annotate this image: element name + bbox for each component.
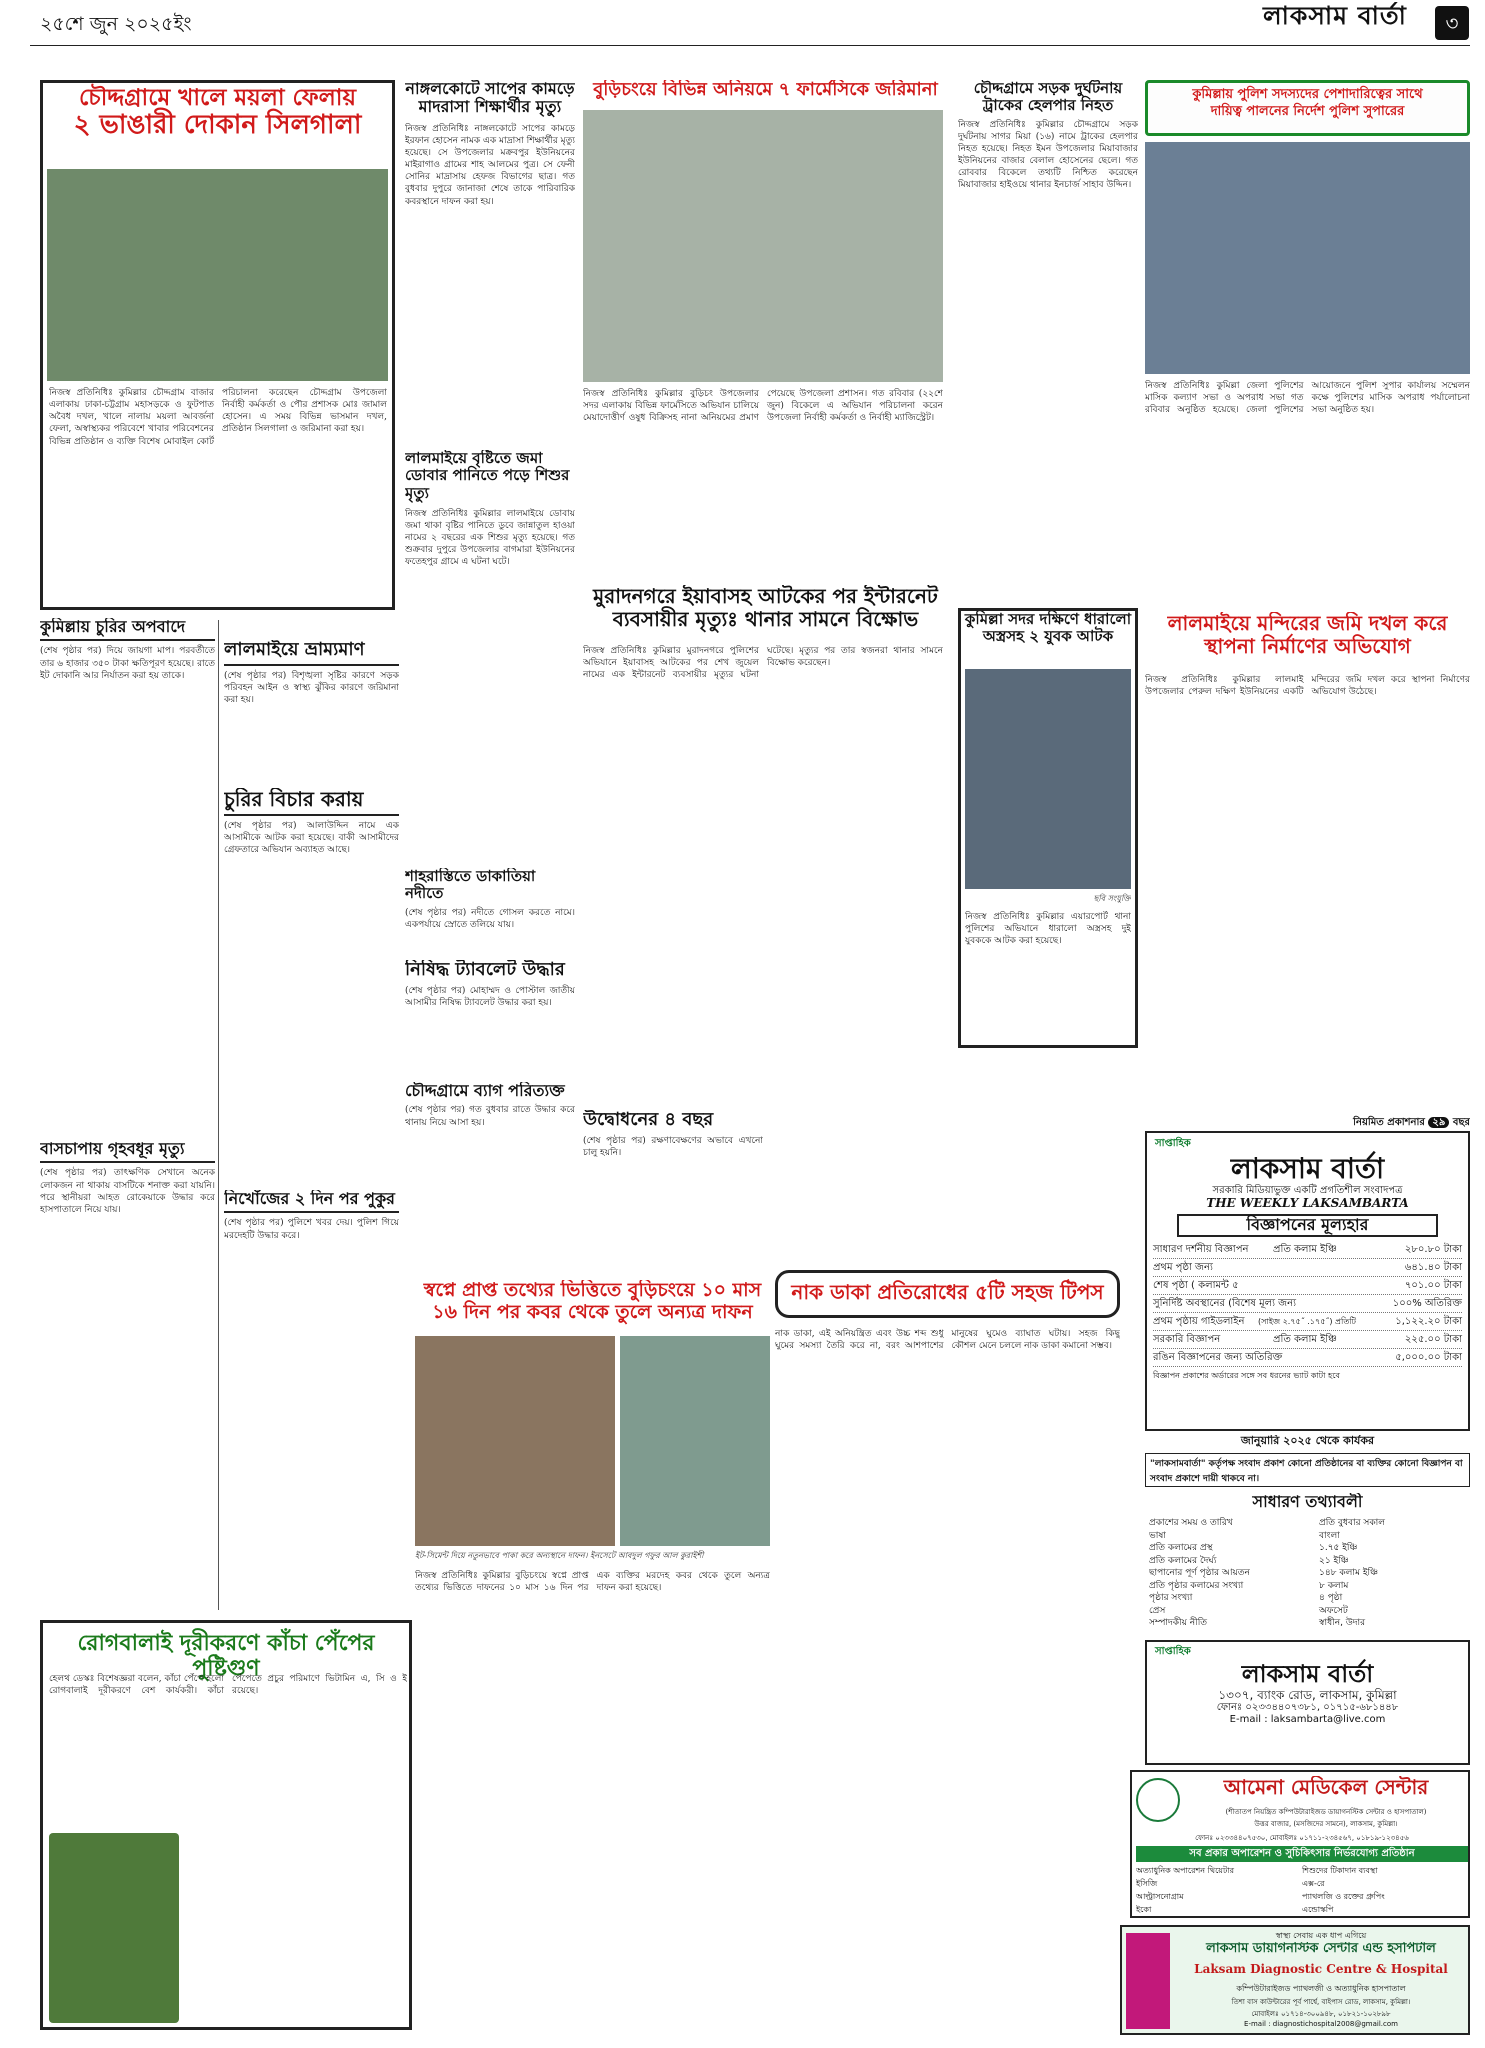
diag-top: স্বাস্থ্য সেবায় এক ধাপ এগিয়ে <box>1275 1931 1367 1940</box>
service-item: প্যাথলজি ও রক্তের গ্রুপিং <box>1302 1892 1385 1901</box>
diag-mobile: মোবাইলঃ ০১৭১৪-৩০০৯৪৮, ০১৮২১-১০২৮৯৮ <box>1251 2010 1391 2018</box>
header-rule <box>30 45 1470 46</box>
info-row: প্রতি কলামের প্রস্থ ১.৭৫ ইঞ্চি <box>1149 1543 1358 1553</box>
article-muradnagar <box>583 585 948 1105</box>
info-title: সাধারণ তথ্যাবলী <box>1252 1493 1363 1511</box>
headline-2: ট্রাকের হেলপার নিহত <box>982 96 1114 115</box>
effective-date: জানুয়ারি ২০২৫ থেকে কার্যকর <box>1240 1435 1375 1447</box>
weekly-label: সাপ্তাহিক <box>1155 1138 1191 1149</box>
headline: কুমিল্লায় চুরির অপবাদে <box>40 618 215 641</box>
article-body: নিজস্ব প্রতিনিধিঃ কুমিল্লার চৌদ্দগ্রামে সড়ক দুর্ঘটনায় সাগর মিয়া (১৬) নামে ট্রাকের হেলপার নিহত হয়েছে। নিহত ইমন উপজেলার মিয়াবাজার ইউনিয়নের বাজার বেলাল হোসেনের ছেলে। গত রোববার বিকেলে তথ্যটি নিশ্চিত করেছেন মিয়াবাজার হাইওয়ে থানার ইনচার্জ সাহাব উদ্দিন। <box>958 119 1138 191</box>
article-temple-land <box>1145 612 1470 1112</box>
article-snakebite <box>405 80 575 440</box>
article-body: (শেষ পৃষ্ঠার পর) গত বুধবার রাতে উদ্ধার করে থানায় নিয়ে আসা হয়। <box>405 1105 575 1128</box>
contact-phone: ফোনঃ ০২৩৩৪৪০৭৩৮১, ০১৭১৫-৬৮১৪৪৮ <box>1216 1702 1399 1714</box>
header-date: ২৫শে জুন ২০২৫ইং <box>40 13 192 35</box>
article-pharmacy <box>583 80 948 580</box>
headline: নাক ডাকা প্রতিরোধের ৫টি সহজ টিপস <box>791 1280 1104 1304</box>
info-row: সম্পাদকীয় নীতি স্বাধীন, উদার <box>1149 1618 1366 1628</box>
notice-text: নিয়মিত প্রকাশনার <box>1353 1117 1425 1128</box>
info-row: প্রতি কলামের দৈর্ঘ্য ২১ ইঞ্চি <box>1149 1555 1349 1566</box>
rate-row: সরকারি বিজ্ঞাপন প্রতি কলাম ইঞ্চি ২২৫.০০ টাকা <box>1153 1331 1462 1349</box>
headline: চৌদ্দগ্রামে ব্যাগ পরিত্যক্ত <box>405 1082 565 1100</box>
article-body: নিজস্ব প্রতিনিধিঃ কুমিল্লা জেলা পুলিশের মাসিক কল্যাণ সভা ও অপরাধ সভা গত রবিবার অনুষ্ঠিত হয়েছে। জেলা পুলিশের আয়োজনে পুলিশ সুপার কার্যালয় সম্মেলন কক্ষে পুলিশের মাসিক অপরাধ পর্যালোচনা সভা অনুষ্ঠিত হয়। <box>1145 381 1470 416</box>
page-number: ৩ <box>1435 6 1469 40</box>
article-baschapa <box>40 1140 215 1610</box>
headline-box <box>775 1270 1120 1318</box>
column-rule-1 <box>218 620 219 1610</box>
headline: লালমাইয়ে বৃষ্টিতে জমা ডোবার পানিতে পড়ে শিশুর মৃত্যু <box>405 450 570 502</box>
headline: চুরির বিচার করায় <box>224 788 399 816</box>
ad-amena-medical <box>1130 1770 1470 1918</box>
diag-name-en: Laksam Diagnostic Centre & Hospital <box>1194 1963 1448 1976</box>
contact-email: E-mail : laksambarta@live.com <box>1229 1713 1386 1725</box>
years-badge: ২৯ <box>1428 1117 1449 1128</box>
rate-title: বিজ্ঞাপনের মূল্যহার <box>1177 1214 1438 1236</box>
ad-laksam-diagnostic <box>1120 1925 1470 2035</box>
ad-weekly-laksambarta <box>1145 1115 1470 1635</box>
service-item: ইকো <box>1136 1905 1152 1914</box>
info-table <box>1149 1517 1467 1635</box>
inset-portrait <box>620 1336 770 1546</box>
headline: চৌদ্দগ্রামে সড়ক দুর্ঘটনায় <box>973 80 1123 97</box>
article-body: (শেষ পৃষ্ঠার পর) মোহাম্মদ ও পোস্টাল জাতীয় আসামীর নিষিদ্ধ ট্যাবলেট উদ্ধার করা হয়। <box>405 985 575 1008</box>
article-body: নিজস্ব প্রতিনিধিঃ নাঙ্গলকোটে সাপের কামড়ে ইরফান হোসেন নামক এক মাদ্রাসা শিক্ষার্থীর মৃত্যু হয়েছে। সে উপজেলার মক্রবপুর ইউনিয়নের মাইরাগাও গ্রামের শাহ আলমের পুত্র। সে ফেনী সোনির মাদ্রাসায় হেফজ বিভাগের ছাত্র। গত বুধবার দুপুরে জানাজা শেষে তাকে পারিবারিক কবরস্থানে দাফন করা হয়। <box>405 123 575 207</box>
amena-name: আমেনা মেডিকেল সেন্টার <box>1223 1776 1429 1799</box>
masthead: লাকসাম বার্তা <box>1240 2 1430 42</box>
article-body: (শেষ পৃষ্ঠার পর) বিশৃঙ্খলা সৃষ্টির কারণে সড়ক পরিবহন আইন ও স্বাস্থ্য ঝুঁকির কারণে জরিমানা করা হয়। <box>224 670 399 705</box>
headline: নাঙ্গলকোটে সাপের কামড়ে মাদরাসা শিক্ষার্থীর মৃত্যু <box>405 80 575 117</box>
amena-logo <box>1136 1778 1180 1822</box>
headline: শাহরাস্তিতে ডাকাতিয়া নদীতে <box>405 868 536 903</box>
page-header <box>0 0 1485 46</box>
contact-name: লাকসাম বার্তা <box>1241 1660 1374 1688</box>
service-item: ইসিজি <box>1136 1879 1158 1888</box>
news-photo <box>583 110 943 382</box>
article-snoring <box>775 1270 1120 2030</box>
amena-sub: (শীতাতপ নিয়ন্ত্রিত কম্পিউটারাইজড ডায়াগনস্টিক সেন্টার ও হাসপাতাল) <box>1225 1808 1427 1816</box>
diag-address: তিশা বাস কাউন্টারের পূর্ব পার্শ্বে, বাইপাস রোড, লাকসাম, কুমিল্লা। <box>1231 1998 1411 2006</box>
photo-caption: ইট-সিমেন্ট দিয়ে নতুনভাবে পাকা করে অন্যস্থানে দাফন। ইনসেটে আবদুল গফুর আল কুরাইশী <box>415 1551 704 1560</box>
grave-photo <box>415 1336 615 1546</box>
amena-services <box>1136 1865 1468 1917</box>
diag-email: E-mail : diagnostichospital2008@gmail.com <box>1244 2020 1398 2028</box>
rates-table <box>1153 1241 1462 1367</box>
article-body: নিজস্ব প্রতিনিধিঃ কুমিল্লার এয়ারপোর্ট থানা পুলিশের অভিযানে ধারালো অস্ত্রসহ দুই যুবককে আটক করা হয়েছে। <box>965 912 1131 947</box>
headline: স্বপ্নে প্রাপ্ত তথ্যের ভিত্তিতে বুড়িচংয়ে ১০ মাস <box>423 1280 762 1301</box>
headline: মুরাদনগরে ইয়াবাসহ আটকের পর ইন্টারনেট ব্যবসায়ীর মৃত্যুঃ থানার সামনে বিক্ষোভ <box>593 585 938 631</box>
info-row: ভাষা বাংলা <box>1149 1530 1340 1541</box>
article-shahrasti <box>405 868 575 958</box>
headline: কুমিল্লা সদর দক্ষিণে ধারালো অস্ত্রসহ ২ যুবক আটক <box>964 610 1132 646</box>
headline-box <box>1145 80 1470 136</box>
rate-row: সাধারণ দর্শনীয় বিজ্ঞাপন প্রতি কলাম ইঞ্চি ২৮০.৮০ টাকা <box>1153 1241 1462 1259</box>
article-body: নিজস্ব প্রতিনিধিঃ কুমিল্লার লালমাই উপজেলার পেরুল দক্ষিণ ইউনিয়নের একটি মন্দিরের জমি দখল করে স্থাপনা নির্মাণের অভিযোগ উঠেছে। <box>1145 675 1470 698</box>
info-row: পৃষ্ঠার সংখ্যা ৪ পৃষ্ঠা <box>1149 1593 1343 1603</box>
headline: লালমাইয়ে ভ্রাম্যমাণ <box>224 640 399 666</box>
contact-label: সাপ্তাহিক <box>1155 1646 1191 1657</box>
headline: নিষিদ্ধ ট্যাবলেট উদ্ধার <box>405 960 565 980</box>
article-churir-bichar <box>224 788 399 1108</box>
article-body: নিজস্ব প্রতিনিধিঃ কুমিল্লার বুড়িচং উপজেলার সদর এলাকায় বিভিন্ন ফার্মেসিতে অভিযান চালিয়ে মেয়াদোত্তীর্ণ ওষুধ বিক্রিসহ নানা অনিয়মের প্রমাণ পেয়েছে উপজেলা প্রশাসন। গত রবিবার (২২শে জুন) বিকেলে এ অভিযান পরিচালনা করেন উপজেলা নির্বাহী কর্মকর্তা ও নির্বাহী ম্যাজিস্ট্রেট। <box>583 389 943 424</box>
headline: নিখোঁজের ২ দিন পর পুকুর <box>224 1190 399 1213</box>
article-body: (শেষ পৃষ্ঠার পর) রক্ষণাবেক্ষণের অভাবে এখনো চালু হয়নি। <box>583 1135 763 1158</box>
article-tablet <box>405 960 575 1075</box>
amena-banner: সব প্রকার অপারেশন ও সুচিকিৎসার নির্ভরযোগ্য প্রতিষ্ঠান <box>1136 1846 1468 1862</box>
diag-logo <box>1126 1933 1170 2029</box>
disclaimer: "লাকসামবার্তা" কর্তৃপক্ষ সংবাদ প্রকাশ কোনো প্রতিষ্ঠানের বা ব্যক্তির কোনো বিজ্ঞাপন বা সংবাদ প্রকাশে দায়ী থাকবে না। <box>1145 1453 1470 1487</box>
diag-sub: কম্পিউটারাইজড প্যাথলজী ও অত্যাধুনিক হাসপাতাল <box>1236 1984 1406 1993</box>
article-body: নিজস্ব প্রতিনিধিঃ কুমিল্লার বুড়িচংয়ে স্বপ্নে প্রাপ্ত তথ্যের ভিত্তিতে দাফনের ১০ মাস ১৬ দিন পর এক ব্যক্তির মরদেহ কবর থেকে তুলে অন্যত্র দাফন করা হয়েছে। <box>415 1571 770 1594</box>
rate-row: রঙিন বিজ্ঞাপনের জন্য অতিরিক্ত ৫,০০০.০০ টাকা <box>1153 1349 1462 1367</box>
article-khal-sealed <box>40 80 395 610</box>
article-body: (শেষ পৃষ্ঠার পর) দিয়ে জায়গা মাপ। পরবর্তীতে তার ৬ হাজার ৩৫০ টাকা ক্ষতিপূরণ হয়েছে। রাতে ইট দোকানি আর নির্যাতন করা হয় তাকে। <box>40 646 215 681</box>
arrest-photo <box>965 669 1131 889</box>
headline: বুড়িচংয়ে বিভিন্ন অনিয়মে ৭ ফার্মেসিকে জরিমানা <box>593 80 938 100</box>
article-lalmai-mobile <box>224 640 399 780</box>
info-row: ছাপানোর পূর্ণ পৃষ্ঠার আয়তন ১৪৮ কলাম ইঞ্চি <box>1149 1568 1378 1578</box>
photo-caption: ছবি সংযুক্তি <box>1093 894 1131 903</box>
service-item: শিশুদের টিকাদান ব্যবস্থা <box>1302 1866 1378 1875</box>
headline: কুমিল্লায় পুলিশ সদস্যদের পেশাদারিত্বের সাথে <box>1192 87 1423 102</box>
rate-row: শেষ পৃষ্ঠা ( কলামন্ট ৫ ৭০১.০০ টাকা <box>1153 1277 1462 1295</box>
contact-box <box>1145 1640 1470 1765</box>
amena-address: উত্তর বাজার, (মসজিদের সামনে), লাকসাম, কুমিল্লা। <box>1254 1820 1398 1828</box>
info-row: প্রকাশের সময় ও তারিখ প্রতি বুধবার সকাল <box>1149 1518 1385 1528</box>
ad-frame <box>1145 1131 1470 1431</box>
weekly-name: লাকসাম বার্তা <box>1230 1152 1385 1185</box>
publication-notice <box>1145 1115 1470 1132</box>
article-lalmai-shishu <box>405 450 575 870</box>
rate-row: প্রথম পৃষ্ঠা জন্য ৬৪১.৪০ টাকা <box>1153 1259 1462 1277</box>
article-body: নিজস্ব প্রতিনিধিঃ কুমিল্লার চৌদ্দগ্রাম বাজার এলাকায় ঢাকা-চট্টগ্রাম মহাসড়কে ও ফুটপাত অবৈধ দখল, খালে নালায় ময়লা আবর্জনা ফেলা, অস্বাস্থ্যকর পরিবেশে খাবার পরিবেশনের বিভিন্ন প্রতিষ্ঠান ও ব্যক্তি বিশেষ মোবাইল কোর্ট পরিচালনা করেছেন চৌদ্দগ্রাম উপজেলা নির্বাহী কর্মকর্তা ও পৌর প্রশাসক মোঃ জামাল হোসেন। এ সময় বিভিন্ন ভাসমান দখল, প্রতিষ্ঠান সিলগালা ও জরিমানা করা হয়। <box>49 388 387 447</box>
article-body: (শেষ পৃষ্ঠার পর) নদীতে গোসল করতে নামে। একপর্যায়ে স্রোতে তলিয়ে যায়। <box>405 907 575 930</box>
news-photo <box>47 169 388 381</box>
article-papaya <box>40 1620 412 2030</box>
headline: উদ্বোধনের ৪ বছর <box>583 1110 714 1130</box>
article-dream-burial <box>415 1280 770 2030</box>
info-row: প্রতি পৃষ্ঠার কলামের সংখ্যা ৮ কলাম <box>1149 1580 1349 1591</box>
service-item: এন্ডোস্কপি <box>1302 1905 1334 1914</box>
notice-tail: বছর <box>1452 1117 1470 1128</box>
article-body: হেলথ ডেস্কঃ বিশেষজ্ঞরা বলেন, কাঁচা পেঁপে হলো রোগবালাই দূরীকরণে বেশ কার্যকরী। কাঁচা পেঁপেতে প্রচুর পরিমাণে ভিটামিন এ, সি ও ই রয়েছে। <box>49 1674 407 1697</box>
article-body: (শেষ পৃষ্ঠার পর) তাৎক্ষণিক সেখানে অনেক লোকজন না থাকায় বাসটিকে শনাক্ত করা যায়নি। পরে স্থানীয়রা আহত রোকেয়াকে উদ্ধার করে হাসপাতালে নিয়ে যায়। <box>40 1168 215 1215</box>
article-weapon-arrest <box>958 608 1138 1048</box>
headline-2: ১৬ দিন পর কবর থেকে তুলে অন্যত্র দাফন <box>432 1300 753 1323</box>
info-row: প্রেস অফসেট <box>1149 1605 1348 1616</box>
weekly-tagline: সরকারি মিডিয়াভুক্ত একটি প্রগতিশীল সংবাদপত্র <box>1212 1185 1403 1197</box>
rate-row: প্রথম পৃষ্ঠায় গাইডলাইন (সাইজ ২.৭৫˝ .১৭৫˝) প্রতিটি ১,১২২.২০ টাকা <box>1153 1313 1462 1331</box>
diag-name-bn: লাকসাম ডায়াগনস্টিক সেন্টার এন্ড হসপিটাল <box>1206 1942 1436 1956</box>
article-road-accident <box>958 80 1138 600</box>
amena-phones: ফোনঃ ০২৩৩৪৪০৭৫৩০, মোবাইলঃ ০১৭১১-২৩৪৫৬৭, ০১৮১৯-১২৩৪৫৬ <box>1195 1834 1409 1842</box>
headline-2: দায়িত্ব পালনের নির্দেশ পুলিশ সুপারের <box>1210 103 1405 119</box>
service-item: অত্যাধুনিক অপারেশন থিয়েটার <box>1136 1866 1235 1875</box>
article-churi-apobad <box>40 618 215 958</box>
headline: লালমাইয়ে মন্দিরের জমি দখল করে স্থাপনা নির্মাণের অভিযোগ <box>1167 612 1448 658</box>
headline: বাসচাপায় গৃহবধূর মৃত্যু <box>40 1140 215 1163</box>
article-inauguration <box>583 1110 763 1270</box>
contact-address: ১৩০৭, ব্যাংক রোড, লাকসাম, কুমিল্লা <box>1218 1687 1397 1702</box>
service-item: এক্স-রে <box>1302 1879 1325 1888</box>
papaya-photo <box>49 1833 179 2023</box>
article-bag <box>405 1082 575 1282</box>
headline: রোগবালাই দূরীকরণে কাঁচা পেঁপের পুষ্টিগুণ <box>77 1631 375 1682</box>
article-body: নাক ডাকা, এই অনিয়ন্ত্রিত এবং উচ্চ শব্দ শুধু ঘুমের সমস্যা তৈরি করে না, বরং আশপাশের মানুষের ঘুমেও ব্যাঘাত ঘটায়। সহজ কিছু কৌশল মেনে চললে নাক ডাকা কমানো সম্ভব। <box>775 1329 1120 1352</box>
rate-row: সুনির্দিষ্ট অবস্থানের (বিশেষ মূল্য জন্য ১০০% অতিরিক্ত <box>1153 1295 1462 1313</box>
headline: চৌদ্দগ্রামে খালে ময়লা ফেলায় <box>78 85 357 111</box>
meeting-photo <box>1145 142 1470 374</box>
vat-note: বিজ্ঞাপন প্রকাশের অর্ডারের সঙ্গে সব ধরনের ভ্যাট কাটা হবে <box>1153 1370 1340 1380</box>
article-body: নিজস্ব প্রতিনিধিঃ কুমিল্লার লালমাইয়ে ডোবায় জমা থাকা বৃষ্টির পানিতে ডুবে জান্নাতুল হাওয়া নামের ২ বছরের এক শিশুর মৃত্যু হয়েছে। গত শুক্রবার দুপুরে উপজেলার বাগমারা ইউনিয়নের ফতেহপুর গ্রামে এ ঘটনা ঘটে। <box>405 508 575 568</box>
article-body: নিজস্ব প্রতিনিধিঃ কুমিল্লার মুরাদনগরে পুলিশের অভিযানে ইয়াবাসহ আটকের পর শেখ জুয়েল নামের এক ইন্টারনেট ব্যবসায়ীর মৃত্যুর ঘটনা ঘটেছে। মৃত্যুর পর তার স্বজনরা থানার সামনে বিক্ষোভ করেছেন। <box>583 646 943 681</box>
article-police-super <box>1145 80 1470 600</box>
article-body: (শেষ পৃষ্ঠার পর) পুলিশে খবর দেয়। পুলিশ গিয়ে মরদেহটি উদ্ধার করে। <box>224 1218 399 1241</box>
article-nikhonj <box>224 1190 399 1610</box>
headline-2: ২ ভাঙারী দোকান সিলগালা <box>73 110 362 141</box>
service-item: আল্ট্রাসনোগ্রাম <box>1136 1892 1184 1901</box>
weekly-english: THE WEEKLY LAKSAMBARTA <box>1206 1195 1409 1210</box>
article-body: (শেষ পৃষ্ঠার পর) আলাউদ্দিন নামে এক আসামীকে আটক করা হয়েছে। বাকী আসামীদের গ্রেফতারে অভিযান অব্যাহত আছে। <box>224 821 399 856</box>
